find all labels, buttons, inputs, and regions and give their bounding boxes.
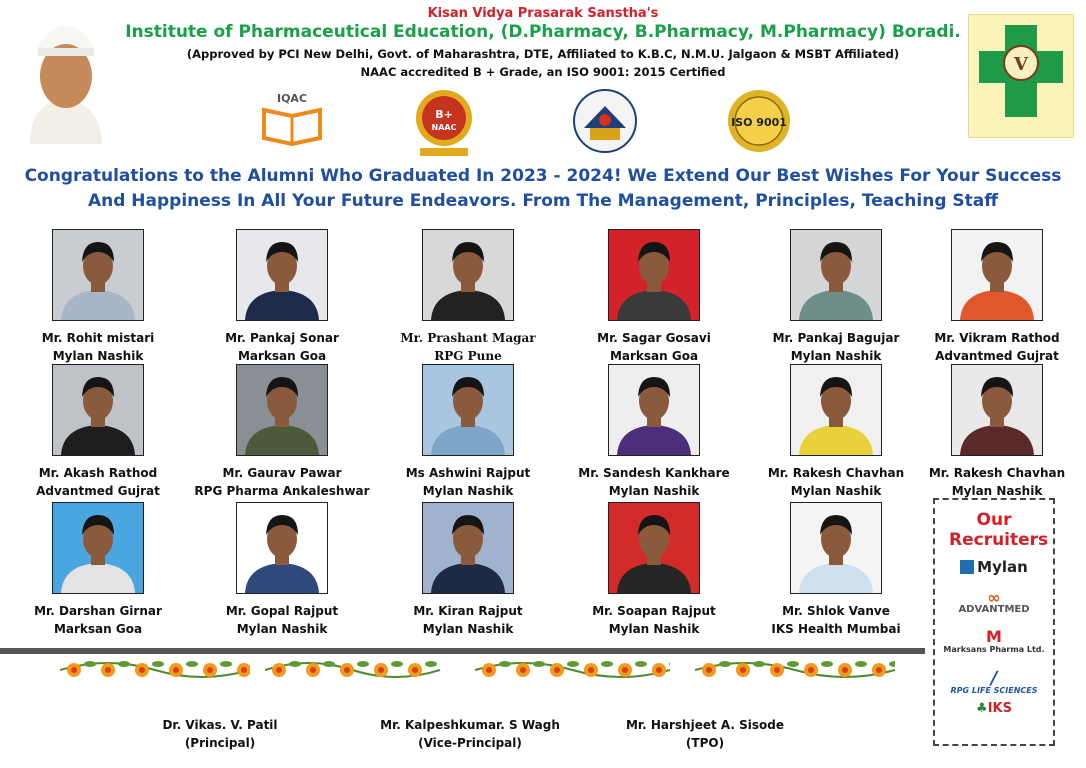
advantmed-label: ADVANTMED [958, 604, 1030, 615]
recruiters-box [933, 498, 1055, 746]
alumni-photo [52, 364, 144, 456]
alumni-card [8, 364, 188, 498]
recruiter-iks [935, 701, 1053, 716]
institute-logo [968, 14, 1074, 138]
alumni-company: IKS Health Mumbai [771, 622, 901, 636]
alumni-photo [236, 364, 328, 456]
signatory-name: Mr. Harshjeet A. Sisode [625, 718, 785, 732]
alumni-company: Mylan Nashik [422, 622, 514, 636]
sanstha-name: Kisan Vidya Prasarak Sanstha's [427, 6, 659, 21]
alumni-company: RPG Pharma Ankaleshwar [194, 484, 370, 498]
alumni-photo [422, 229, 514, 321]
alumni-card [907, 229, 1086, 363]
naac-badge [414, 88, 474, 158]
alumni-photo [52, 229, 144, 321]
alumni-company: Mylan Nashik [951, 484, 1043, 498]
alumni-company: Advantmed Gujrat [935, 349, 1059, 363]
congratulations-message: Congratulations to the Alumni Who Graduated In 2023 - 2024! We Extend Our Best Wishes For Your Success And Happiness In All Your Future Endeavors. From The Management, Principles, Teaching Staff [24, 166, 1062, 211]
alumni-card [746, 502, 926, 636]
rpg-label: RPG LIFE SCIENCES [950, 686, 1038, 695]
alumni-name: Mr. Darshan Girnar [34, 604, 162, 618]
alumni-card [192, 229, 372, 363]
alumni-photo [608, 364, 700, 456]
alumni-name: Mr. Kiran Rajput [413, 604, 523, 618]
signatory-role: (Vice-Principal) [418, 736, 522, 750]
alumni-card [907, 364, 1086, 498]
recruiter-advantmed [935, 588, 1053, 615]
alumni-name: Mr. Sandesh Kankhare [578, 466, 730, 480]
alumni-company: Mylan Nashik [608, 622, 700, 636]
alumni-card [192, 502, 372, 636]
alumni-photo [236, 502, 328, 594]
floral-decoration [265, 652, 440, 688]
signatory-role: (Principal) [184, 736, 256, 750]
iso-badge [726, 88, 792, 154]
iso-text: ISO 9001 [731, 116, 787, 129]
signatory-vice-principal [370, 716, 570, 752]
alumni-photo [608, 229, 700, 321]
alumni-name: Mr. Rakesh Chavhan [767, 466, 905, 480]
floral-decoration [475, 652, 670, 688]
alumni-card [8, 502, 188, 636]
alumni-photo [422, 502, 514, 594]
alumni-photo [951, 229, 1043, 321]
mylan-label: Mylan [977, 558, 1028, 576]
iks-icon: ♣ [976, 701, 988, 716]
alumni-company: Marksan Goa [53, 622, 143, 636]
recruiter-rpg [935, 668, 1053, 695]
university-emblem [572, 88, 638, 154]
signatory-name: Dr. Vikas. V. Patil [162, 718, 278, 732]
rpg-icon: ∕ [990, 668, 998, 689]
alumni-company: Mylan Nashik [236, 622, 328, 636]
naac-text: NAAC [431, 123, 457, 132]
floral-decoration [695, 652, 895, 688]
alumni-company: Marksan Goa [237, 349, 327, 363]
alumni-company: Mylan Nashik [608, 484, 700, 498]
signatory-tpo [615, 716, 795, 752]
accreditation-line: NAAC accredited B + Grade, an ISO 9001: 2015 Certified [360, 65, 726, 79]
alumni-photo [790, 502, 882, 594]
alumni-name: Mr. Rohit mistari [41, 331, 155, 345]
alumni-name: Mr. Shlok Vanve [782, 604, 890, 618]
alumni-name: Ms Ashwini Rajput [405, 466, 531, 480]
recruiters-title: Our Recruiters [949, 510, 1049, 550]
alumni-name: Mr. Pankaj Sonar [225, 331, 339, 345]
alumni-name: Mr. Soapan Rajput [592, 604, 716, 618]
recruiter-mylan [935, 558, 1053, 576]
alumni-company: Mylan Nashik [52, 349, 144, 363]
signatory-role: (TPO) [685, 736, 725, 750]
alumni-photo [236, 229, 328, 321]
alumni-card [378, 502, 558, 636]
alumni-name: Mr. Vikram Rathod [934, 331, 1060, 345]
alumni-photo [422, 364, 514, 456]
signatory-principal [140, 716, 300, 752]
iqac-text: IQAC [276, 92, 308, 105]
institute-name: Institute of Pharmaceutical Education, (D.Pharmacy, B.Pharmacy, M.Pharmacy) Boradi. [125, 22, 961, 42]
alumni-photo [790, 229, 882, 321]
alumni-name: Mr. Gaurav Pawar [222, 466, 342, 480]
floral-decoration [60, 652, 250, 688]
alumni-card [564, 364, 744, 498]
alumni-name: Mr. Sagar Gosavi [597, 331, 711, 345]
alumni-company: Advantmed Gujrat [36, 484, 160, 498]
iks-label: IKS [987, 701, 1012, 716]
alumni-card [8, 229, 188, 363]
alumni-photo [790, 364, 882, 456]
approval-line: (Approved by PCI New Delhi, Govt. of Maharashtra, DTE, Affiliated to K.B.C, N.M.U. Jalgaon & MSBT Affiliated) [186, 47, 900, 61]
alumni-card [746, 364, 926, 498]
alumni-photo [52, 502, 144, 594]
alumni-name: Mr. Gopal Rajput [225, 604, 339, 618]
alumni-card [564, 229, 744, 363]
mylan-icon [960, 560, 974, 574]
alumni-company: Mylan Nashik [790, 349, 882, 363]
alumni-name: Mr. Rakesh Chavhan [928, 466, 1066, 480]
recruiter-marksans [935, 629, 1053, 654]
alumni-card [378, 364, 558, 498]
iqac-logo [258, 88, 326, 146]
alumni-company: RPG Pune [434, 349, 502, 363]
marksans-icon: M [986, 627, 1002, 646]
alumni-photo [608, 502, 700, 594]
alumni-card [192, 364, 372, 498]
alumni-company: Mylan Nashik [422, 484, 514, 498]
alumni-name: Mr. Prashant Magar [400, 331, 536, 345]
alumni-company: Marksan Goa [609, 349, 699, 363]
alumni-card [378, 229, 558, 363]
naac-grade: B+ [435, 108, 453, 121]
alumni-name: Mr. Pankaj Bagujar [772, 331, 900, 345]
alumni-card [564, 502, 744, 636]
alumni-photo [951, 364, 1043, 456]
svg-text:V: V [1014, 54, 1028, 75]
alumni-company: Mylan Nashik [790, 484, 882, 498]
alumni-name: Mr. Akash Rathod [38, 466, 158, 480]
marksans-label: Marksans Pharma Ltd. [943, 645, 1045, 654]
signatory-name: Mr. Kalpeshkumar. S Wagh [380, 718, 560, 732]
advantmed-icon: ∞ [987, 588, 1001, 607]
alumni-card [746, 229, 926, 363]
